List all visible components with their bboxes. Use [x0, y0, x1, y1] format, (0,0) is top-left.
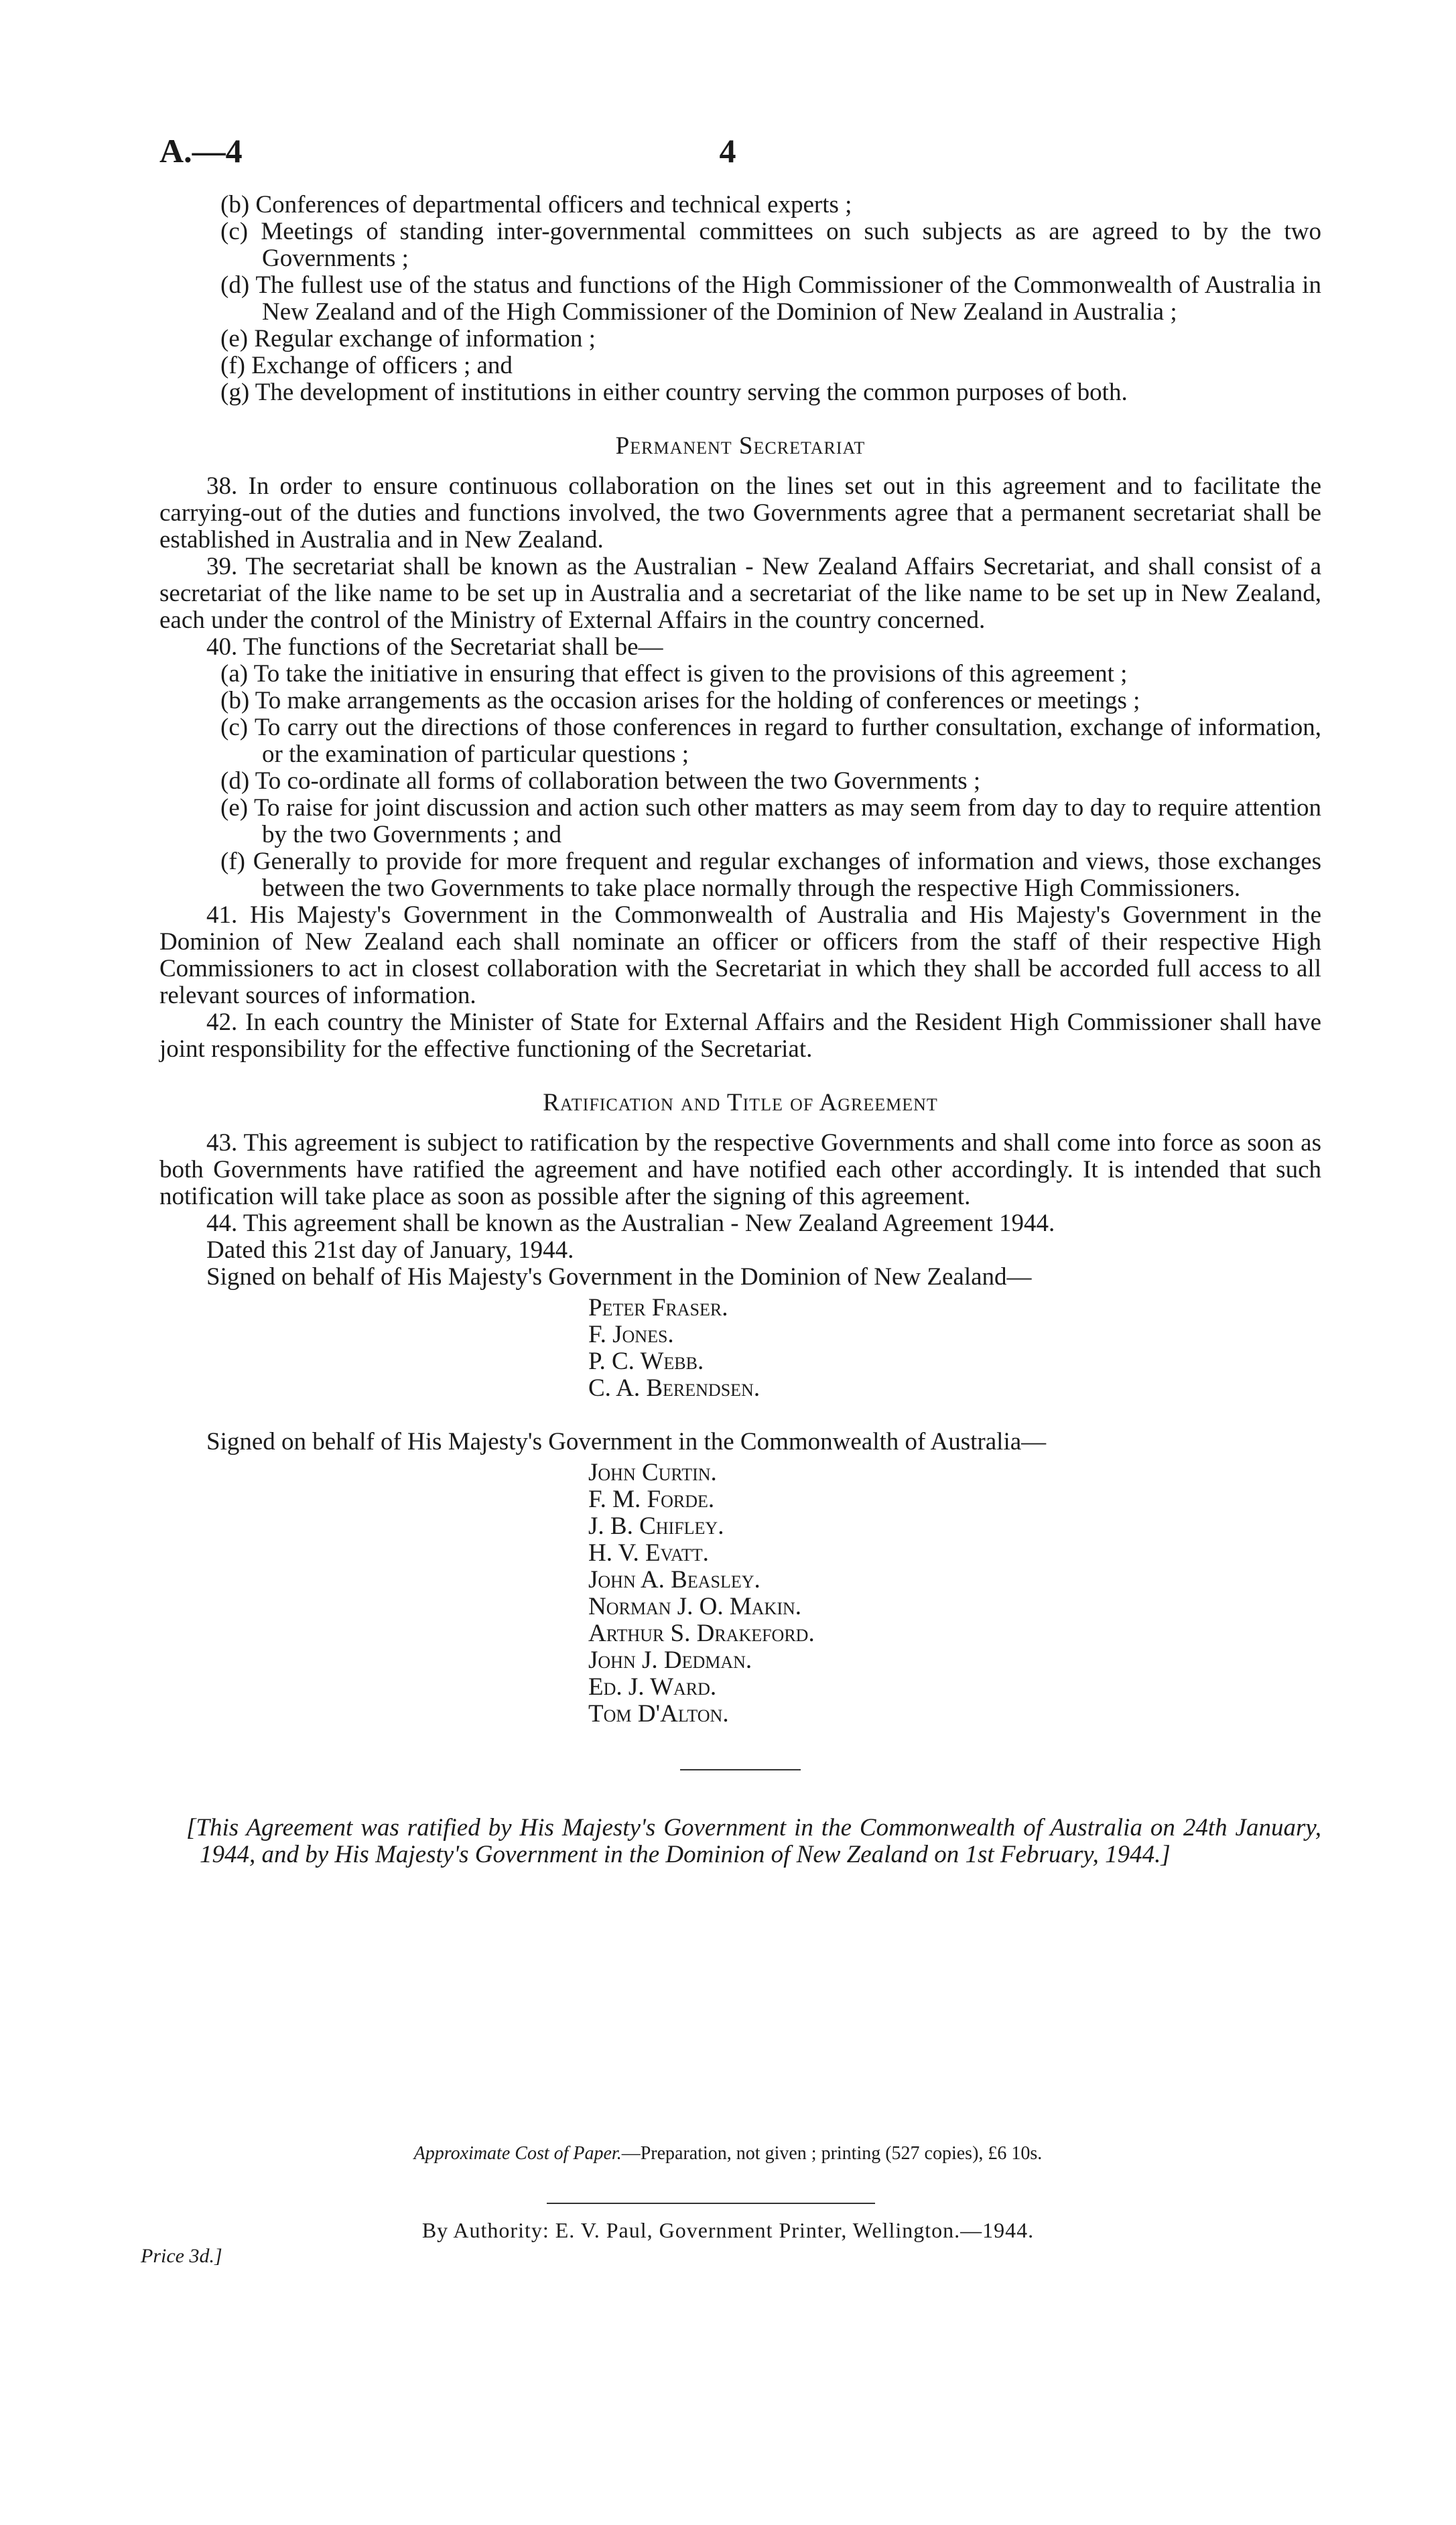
paragraph-39: 39. The secretariat shall be known as the Australian - New Zealand Affairs Secretariat, and shall consist of a secretariat of the like name to be set up in Australia and a secretariat of the like name to be set up in New Zealand, each under the control of the Ministry of External Affairs in the country concerned. — [159, 553, 1321, 634]
list-item: (g) The development of institutions in either country serving the common purposes of both. — [220, 379, 1128, 406]
list-secretariat-functions — [159, 661, 1321, 902]
signatory: Peter Fraser. — [588, 1294, 728, 1321]
signatories-nz — [159, 1295, 1321, 1402]
list-cooperation-methods — [159, 192, 1321, 406]
signatory: Arthur S. Drakeford. — [588, 1620, 815, 1647]
document-body — [159, 192, 1321, 1868]
section-heading-secretariat: Permanent Secretariat — [615, 432, 866, 460]
list-item: (d) To co-ordinate all forms of collaboration between the two Governments ; — [220, 767, 981, 795]
signatory: John Curtin. — [588, 1459, 717, 1486]
page-number: 4 — [719, 132, 736, 170]
list-item: (f) Generally to provide for more frequent and regular exchanges of information and views, those exchanges between the two Governments to take place normally through the respective High Commissioners. — [220, 848, 1321, 902]
paragraph-38: 38. In order to ensure continuous collaboration on the lines set out in this agreement and to facilitate the carrying-out of the duties and functions involved, the two Governments agree that a permanent secretariat shall be established in Australia and in New Zealand. — [159, 472, 1321, 554]
section-heading-ratification: Ratification and Title of Agreement — [543, 1089, 938, 1116]
dated-line: Dated this 21st day of January, 1944. — [206, 1236, 574, 1264]
footer-divider — [547, 2203, 875, 2204]
signed-au-line: Signed on behalf of His Majesty's Government in the Commonwealth of Australia— — [206, 1428, 1047, 1455]
cost-of-paper — [0, 2143, 1456, 2164]
signatories-au — [159, 1460, 1321, 1728]
list-item: (e) To raise for joint discussion and action such other matters as may seem from day to day to require attention by the two Governments ; and — [220, 794, 1321, 848]
cost-label: Approximate Cost of Paper. — [413, 2143, 622, 2164]
signatory: F. M. Forde. — [588, 1486, 715, 1513]
list-item: (e) Regular exchange of information ; — [220, 325, 596, 352]
signatory: Tom D'Alton. — [588, 1700, 729, 1728]
signatory: C. A. Berendsen. — [588, 1374, 760, 1402]
signatory: P. C. Webb. — [588, 1348, 704, 1375]
paragraph-42: 42. In each country the Minister of State for External Affairs and the Resident High Commissioner shall have joint responsibility for the effective functioning of the Secretariat. — [159, 1009, 1321, 1063]
document-reference: A.—4 — [159, 132, 243, 170]
list-item: (b) To make arrangements as the occasion arises for the holding of conferences or meetings ; — [220, 687, 1140, 714]
signatory: J. B. Chifley. — [588, 1512, 724, 1540]
list-item: (a) To take the initiative in ensuring that effect is given to the provisions of this agreement ; — [220, 660, 1128, 688]
signatory: F. Jones. — [588, 1321, 674, 1348]
paragraph-44: 44. This agreement shall be known as the Australian - New Zealand Agreement 1944. — [206, 1210, 1055, 1237]
paragraph-43: 43. This agreement is subject to ratification by the respective Governments and shall come into force as soon as both Governments have ratified the agreement and have notified each other accordingly. It is intended that such notification will take place as soon as possible after the signing of this agreement. — [159, 1129, 1321, 1210]
signatory: Norman J. O. Makin. — [588, 1593, 802, 1620]
section-divider — [680, 1769, 801, 1770]
signatory: John J. Dedman. — [588, 1646, 752, 1674]
list-item: (d) The fullest use of the status and functions of the High Commissioner of the Commonwealth of Australia in New Zealand and of the High Commissioner of the Dominion of New Zealand in Australia ; — [220, 271, 1321, 326]
printer-authority: By Authority: E. V. Paul, Government Printer, Wellington.—1944. — [421, 2218, 1035, 2242]
list-item: (f) Exchange of officers ; and — [220, 352, 513, 379]
signatory: H. V. Evatt. — [588, 1539, 709, 1567]
cost-text: —Preparation, not given ; printing (527 copies), £6 10s. — [621, 2143, 1043, 2164]
list-item: (b) Conferences of departmental officers and technical experts ; — [220, 191, 852, 218]
signatory: John A. Beasley. — [588, 1566, 760, 1594]
paragraph-40: 40. The functions of the Secretariat shall be— — [206, 633, 663, 661]
paragraph-41: 41. His Majesty's Government in the Commonwealth of Australia and His Majesty's Government in the Dominion of New Zealand each shall nominate an officer or officers from the staff of their respective High Commissioners to act in closest collaboration with the Secretariat in which they shall be accorded full access to all relevant sources of information. — [159, 901, 1321, 1009]
price-label: Price 3d.] — [141, 2245, 222, 2267]
signed-nz-line: Signed on behalf of His Majesty's Government in the Dominion of New Zealand— — [206, 1263, 1032, 1291]
list-item: (c) Meetings of standing inter-governmental committees on such subjects as are agreed to by the two Governments ; — [220, 218, 1321, 272]
list-item: (c) To carry out the directions of those conferences in regard to further consultation, exchange of information, or the examination of particular questions ; — [220, 714, 1321, 768]
signatory: Ed. J. Ward. — [588, 1673, 717, 1701]
ratification-note: [This Agreement was ratified by His Majesty's Government in the Commonwealth of Australia on 24th January, 1944, and by His Majesty's Government in the Dominion of New Zealand on 1st February, 1944.] — [186, 1814, 1321, 1868]
